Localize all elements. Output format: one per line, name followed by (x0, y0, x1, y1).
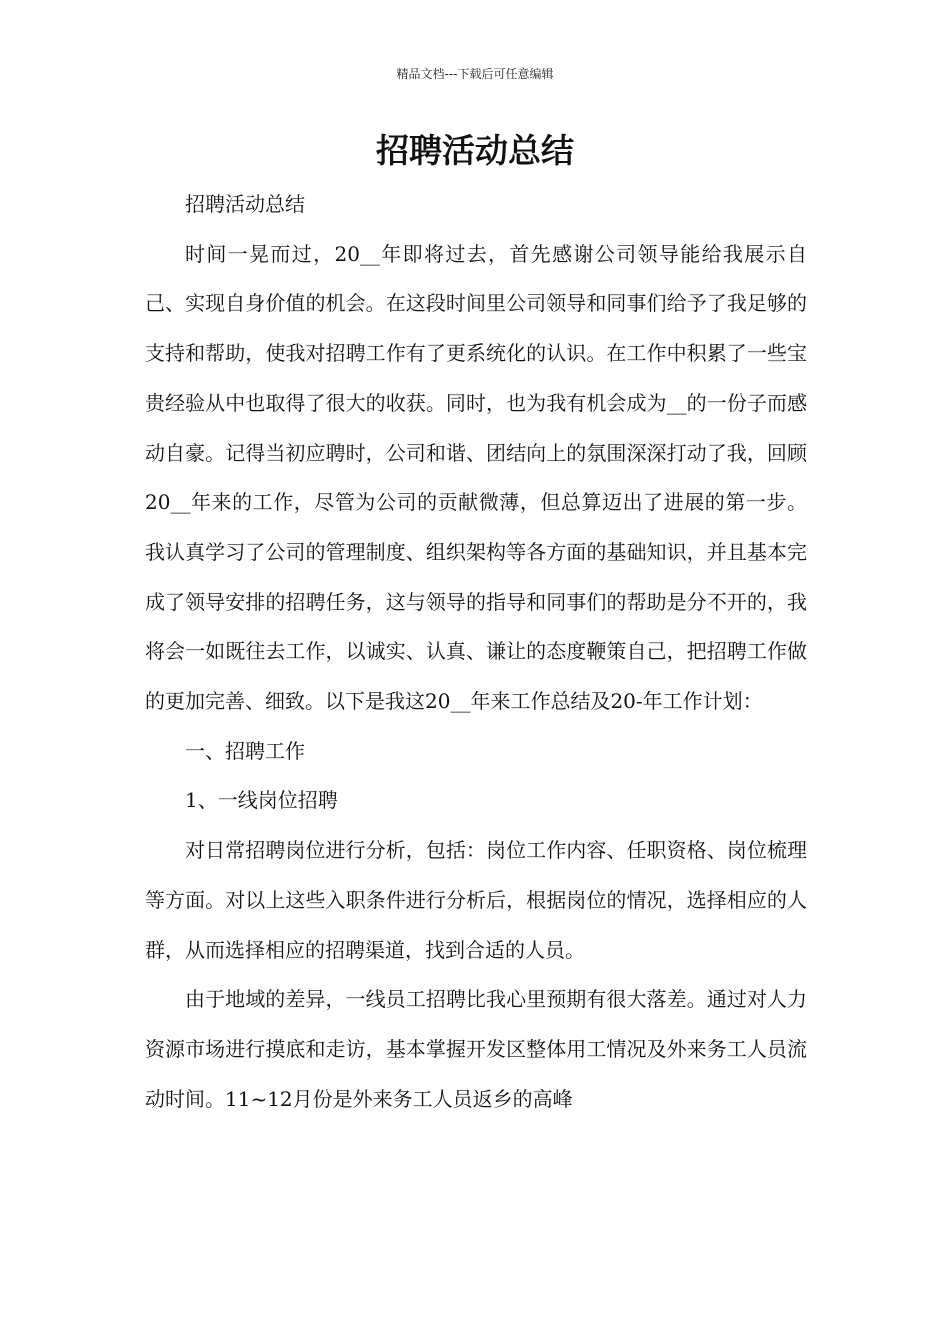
document-title: 招聘活动总结 (376, 131, 574, 170)
paragraph-intro: 时间一晃而过，20__年即将过去，首先感谢公司领导能给我展示自己、实现自身价值的机会。在这段时间里公司领导和同事们给予了我足够的支持和帮助，使我对招聘工作有了更系统化的认识。在工作中积累了一些宝贵经验从中也取得了很大的收获。同时，也为我有机会成为__的一份子而感动自豪。记得当初应聘时，公司和谐、团结向上的氛围深深打动了我，回顾20__年来的工作，尽管为公司的贡献微薄，但总算迈出了进展的第一步。我认真学习了公司的管理制度、组织架构等各方面的基础知识，并且基本完成了领导安排的招聘任务，这与领导的指导和同事们的帮助是分不开的，我将会一如既往去工作，以诚实、认真、谦让的态度鞭策自己，把招聘工作做的更加完善、细致。以下是我这20__年来工作总结及20-年工作计划： (145, 241, 807, 714)
paragraph-regional: 由于地域的差异，一线员工招聘比我心里预期有很大落差。通过对人力资源市场进行摸底和走访，基本掌握开发区整体用工情况及外来务工人员流动时间。11~12月份是外来务工人员返乡的高峰 (145, 987, 807, 1111)
subsection-heading-frontline: 1、一线岗位招聘 (185, 788, 338, 813)
section-heading-recruitment: 一、招聘工作 (185, 738, 305, 763)
header-note: 精品文档---下载后可任意编辑 (396, 67, 554, 81)
paragraph-subtitle: 招聘活动总结 (185, 192, 305, 216)
paragraph-analysis: 对日常招聘岗位进行分析，包括：岗位工作内容、任职资格、岗位梳理等方面。对以上这些入职条件进行分析后，根据岗位的情况，选择相应的人群，从而选择相应的招聘渠道，找到合适的人员。 (145, 838, 807, 962)
document-body (145, 180, 807, 1124)
